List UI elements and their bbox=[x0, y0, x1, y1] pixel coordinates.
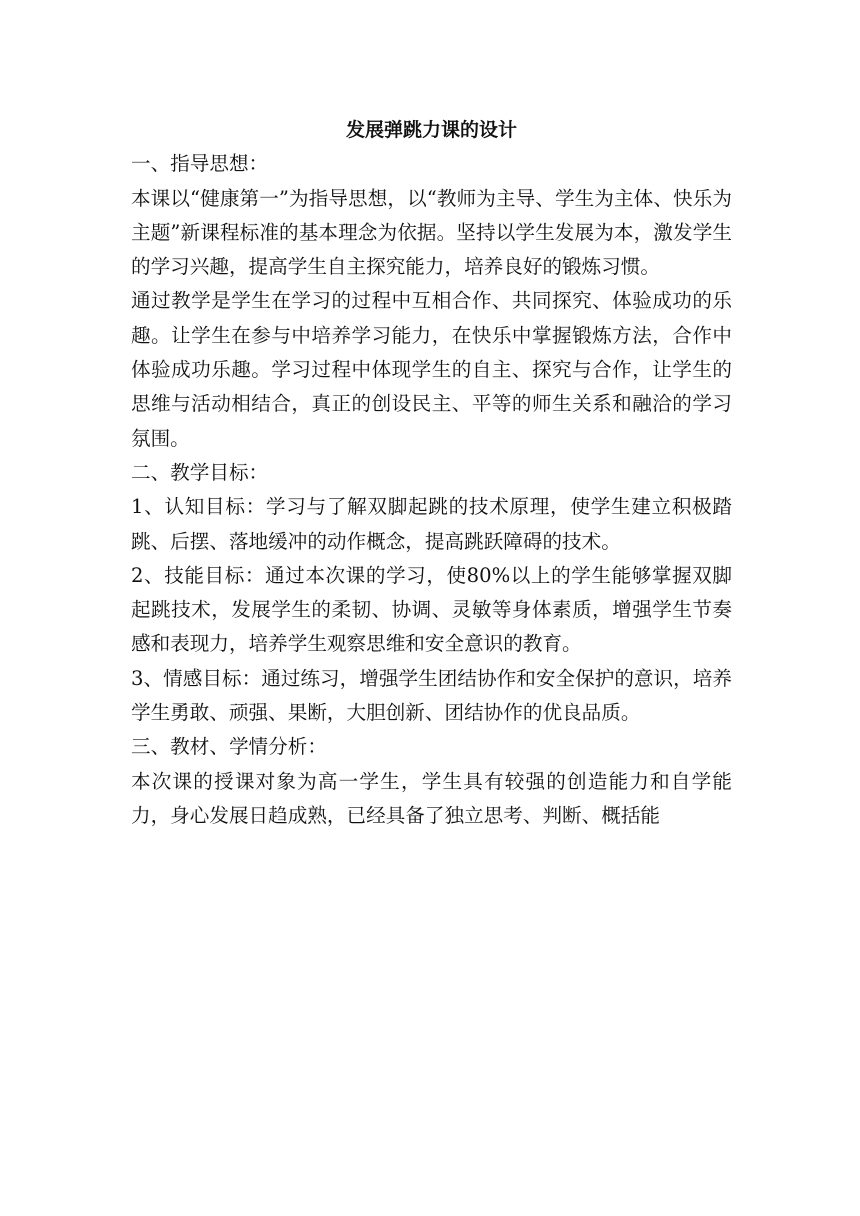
section-heading: 一、指导思想： bbox=[131, 152, 269, 176]
paragraph: 1、认知目标：学习与了解双脚起跳的技术原理，使学生建立积极踏跳、后摆、落地缓冲的动作概念，提高跳跃障碍的技术。 bbox=[131, 495, 732, 553]
paragraph: 本次课的授课对象为高一学生，学生具有较强的创造能力和自学能力，身心发展日趋成熟，已经具备了独立思考、判断、概括能 bbox=[131, 769, 732, 827]
section-heading: 三、教材、学情分析： bbox=[131, 735, 327, 759]
paragraph: 通过教学是学生在学习的过程中互相合作、共同探究、体验成功的乐趣。让学生在参与中培养学习能力，在快乐中掌握锻炼方法，合作中体验成功乐趣。学习过程中体现学生的自主、探究与合作，让学生的思维与活动相结合，真正的创设民主、平等的师生关系和融洽的学习氛围。 bbox=[131, 289, 732, 450]
section-material-analysis bbox=[131, 730, 732, 833]
paragraph: 2、技能目标：通过本次课的学习，使80%以上的学生能够掌握双脚起跳技术，发展学生的柔韧、协调、灵敏等身体素质，增强学生节奏感和表现力，培养学生观察思维和安全意识的教育。 bbox=[131, 563, 732, 656]
section-teaching-objectives bbox=[131, 456, 732, 730]
paragraph: 本课以“健康第一”为指导思想，以“教师为主导、学生为主体、快乐为主题”新课程标准的基本理念为依据。坚持以学生发展为本，激发学生的学习兴趣，提高学生自主探究能力，培养良好的锻炼习惯。 bbox=[131, 186, 732, 279]
document-title: 发展弹跳力课的设计 bbox=[345, 119, 517, 141]
section-heading: 二、教学目标： bbox=[131, 460, 269, 484]
section-guiding-ideology bbox=[131, 147, 732, 456]
paragraph: 3、情感目标：通过练习，增强学生团结协作和安全保护的意识，培养学生勇敢、顽强、果断，大胆创新、团结协作的优良品质。 bbox=[131, 666, 732, 725]
document-body bbox=[131, 113, 732, 833]
